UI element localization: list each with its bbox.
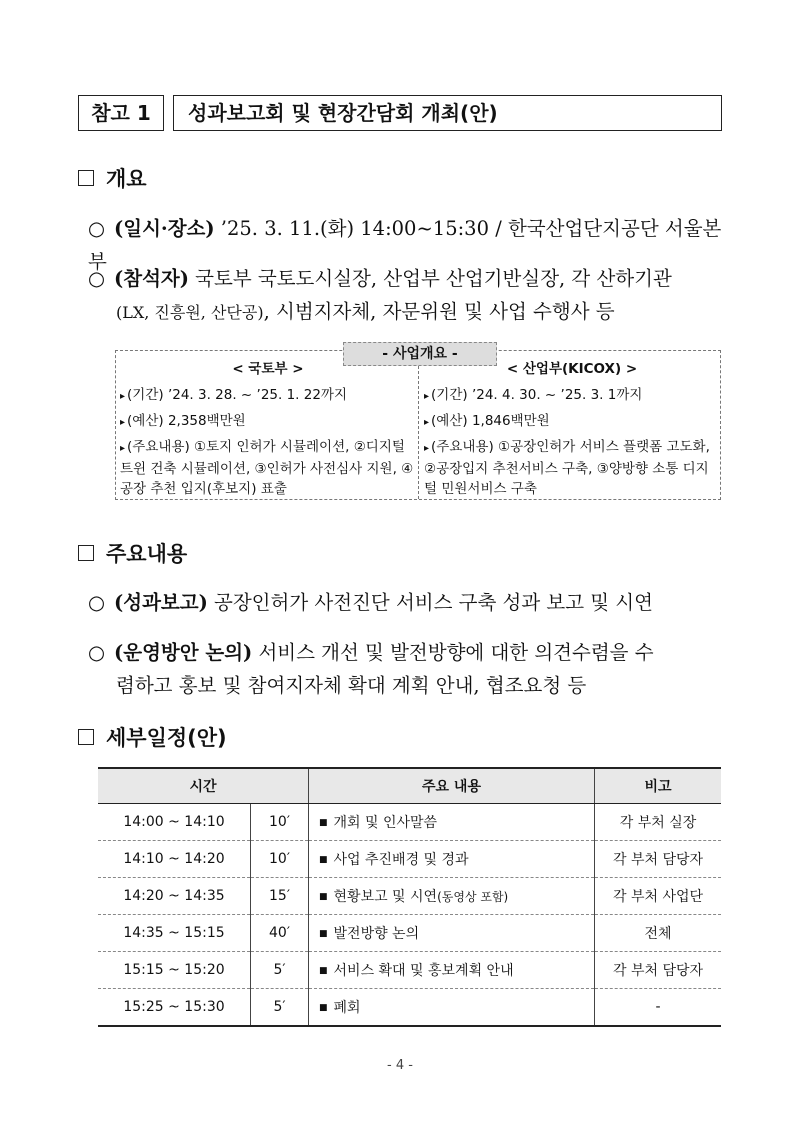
header-time: 시간 <box>98 768 309 804</box>
row-note: 전체 <box>595 915 722 952</box>
section-schedule-heading: 세부일정(안) <box>78 722 227 752</box>
row-content: ■ 발전방향 논의 <box>309 915 595 952</box>
row-note: 각 부처 실장 <box>595 804 722 841</box>
molit-column <box>120 359 416 503</box>
row-duration: 10′ <box>251 841 309 878</box>
motie-column <box>424 359 720 503</box>
circle-bullet-icon: ○ <box>88 217 106 240</box>
row-content: ■ 사업 추진배경 및 경과 <box>309 841 595 878</box>
table-row <box>98 841 721 878</box>
row-time: 14:20 ~ 14:35 <box>98 878 251 915</box>
header-note: 비고 <box>595 768 722 804</box>
table-header-row <box>98 768 721 804</box>
title-reference: 참고 1 <box>78 95 164 131</box>
title-main: 성과보고회 및 현장간담회 개최(안) <box>173 95 722 131</box>
row-time: 14:10 ~ 14:20 <box>98 841 251 878</box>
main-content-item: ○ (성과보고) 공장인허가 사전진단 서비스 구축 성과 보고 및 시연 <box>88 586 728 619</box>
molit-content: ▸ (주요내용) ①토지 인허가 시뮬레이션, ②디지털 트윈 건축 시뮬레이션, ③인허가 사전심사 지원, ④공장 추천 입지(후보지) 표출 <box>120 437 416 499</box>
project-summary-box <box>115 350 721 500</box>
column-divider <box>418 351 419 499</box>
table-row <box>98 804 721 841</box>
row-time: 14:35 ~ 15:15 <box>98 915 251 952</box>
overview-item: ○ (일시·장소) ’25. 3. 11.(화) 14:00~15:30 / 한국산업단지공단 서울본부 <box>88 212 728 278</box>
document-title <box>78 95 722 131</box>
motie-content: ▸ (주요내용) ①공장인허가 서비스 플랫폼 고도화, ②공장입지 추천서비스 구축, ③양방향 소통 디지털 민원서비스 구축 <box>424 437 720 499</box>
row-time: 14:00 ~ 14:10 <box>98 804 251 841</box>
molit-heading: < 국토부 > <box>232 361 304 377</box>
project-summary-label: - 사업개요 - <box>343 342 497 366</box>
main-content-item: ○ (운영방안 논의) 서비스 개선 및 발전방향에 대한 의견수렴을 수 렴하고 홍보 및 참여지자체 확대 계획 안내, 협조요청 등 <box>88 636 728 702</box>
row-time: 15:25 ~ 15:30 <box>98 989 251 1027</box>
row-note: 각 부처 사업단 <box>595 878 722 915</box>
row-content: ■ 폐회 <box>309 989 595 1027</box>
table-row <box>98 989 721 1027</box>
molit-budget: ▸ (예산) 2,358백만원 <box>120 411 416 433</box>
header-content: 주요 내용 <box>309 768 595 804</box>
schedule-table <box>98 767 721 1027</box>
motie-budget: ▸ (예산) 1,846백만원 <box>424 411 720 433</box>
motie-heading: < 산업부(KICOX) > <box>506 361 638 377</box>
row-content: ■ 서비스 확대 및 홍보계획 안내 <box>309 952 595 989</box>
row-time: 15:15 ~ 15:20 <box>98 952 251 989</box>
molit-period: ▸ (기간) ’24. 3. 28. ~ ’25. 1. 22까지 <box>120 385 416 407</box>
row-duration: 5′ <box>251 952 309 989</box>
row-note: 각 부처 담당자 <box>595 952 722 989</box>
section-overview-heading: 개요 <box>78 163 147 193</box>
page-number: - 4 - <box>387 1058 413 1073</box>
row-duration: 10′ <box>251 804 309 841</box>
table-row <box>98 878 721 915</box>
circle-bullet-icon: ○ <box>88 641 106 664</box>
checkbox-square-icon <box>78 170 94 186</box>
row-duration: 15′ <box>251 878 309 915</box>
checkbox-square-icon <box>78 729 94 745</box>
section-main-content-heading: 주요내용 <box>78 538 187 568</box>
table-row <box>98 952 721 989</box>
circle-bullet-icon: ○ <box>88 267 106 290</box>
row-duration: 40′ <box>251 915 309 952</box>
row-note: - <box>595 989 722 1027</box>
motie-period: ▸ (기간) ’24. 4. 30. ~ ’25. 3. 1까지 <box>424 385 720 407</box>
row-content: ■ 개회 및 인사말씀 <box>309 804 595 841</box>
row-duration: 5′ <box>251 989 309 1027</box>
row-note: 각 부처 담당자 <box>595 841 722 878</box>
checkbox-square-icon <box>78 545 94 561</box>
circle-bullet-icon: ○ <box>88 591 106 614</box>
table-row <box>98 915 721 952</box>
row-content: ■ 현황보고 및 시연(동영상 포함) <box>309 878 595 915</box>
overview-item: ○ (참석자) 국토부 국토도시실장, 산업부 산업기반실장, 각 산하기관 (LX, 진흥원, 산단공), 시범지자체, 자문위원 및 사업 수행사 등 <box>88 262 728 329</box>
